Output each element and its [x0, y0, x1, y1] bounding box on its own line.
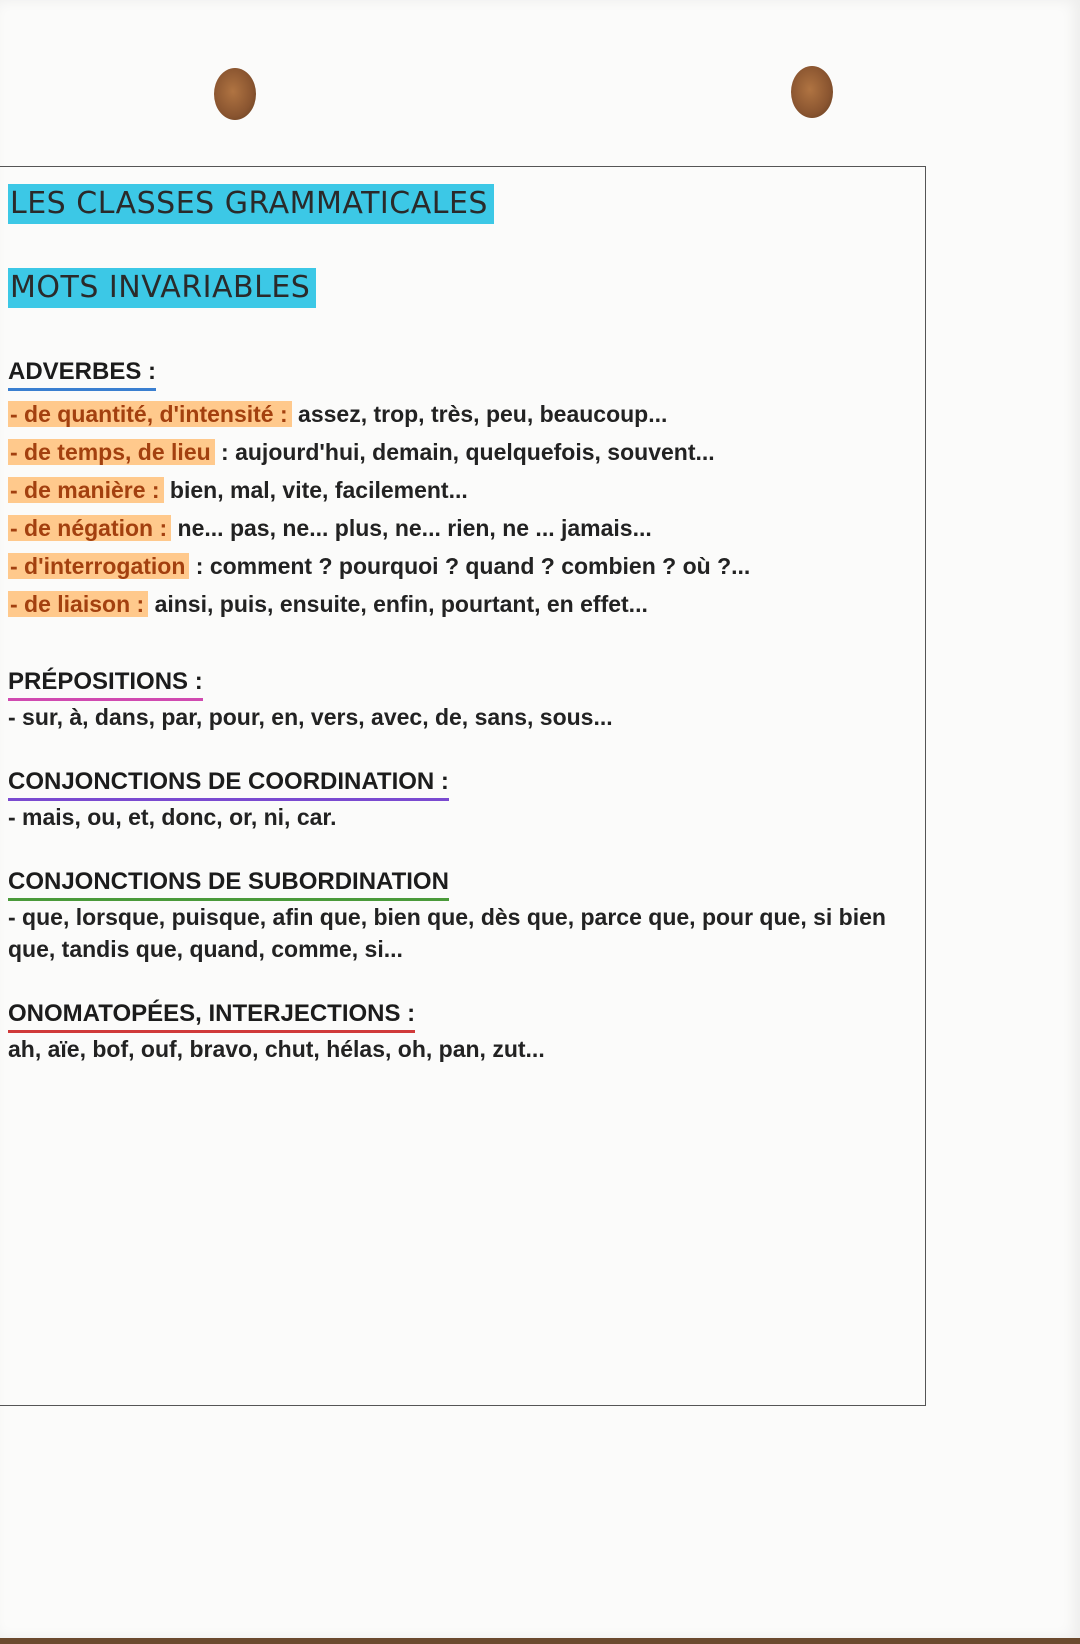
section-coordination: [8, 768, 449, 833]
adverbe-examples: : aujourd'hui, demain, quelquefois, souvent...: [214, 439, 715, 465]
adverbe-examples: : comment ? pourquoi ? quand ? combien ? où ?...: [189, 553, 751, 579]
section-adverbes: [8, 358, 750, 623]
adverbe-examples: assez, trop, très, peu, beaucoup...: [291, 401, 668, 427]
punch-hole-right: [791, 66, 833, 118]
heading-adverbes: ADVERBES :: [8, 358, 156, 391]
adverbe-item: [8, 433, 750, 471]
adverbe-examples: bien, mal, vite, facilement...: [163, 477, 468, 503]
adverbe-item: [8, 395, 750, 433]
page-title: LES CLASSES GRAMMATICALES: [8, 184, 494, 224]
heading-subordination: CONJONCTIONS DE SUBORDINATION: [8, 868, 449, 901]
adverbe-item: [8, 471, 750, 509]
subordination-list: - que, lorsque, puisque, afin que, bien que, dès que, parce que, pour que, si bien que, tandis que, quand, comme, si...: [8, 904, 886, 962]
onomatopees-list: ah, aïe, bof, ouf, bravo, chut, hélas, oh, pan, zut...: [8, 1036, 545, 1062]
punch-hole-left: [214, 68, 256, 120]
adverbe-item: [8, 547, 750, 585]
adverbe-label: - de liaison :: [8, 591, 148, 617]
heading-onomatopees: ONOMATOPÉES, INTERJECTIONS :: [8, 1000, 415, 1033]
heading-prepositions: PRÉPOSITIONS :: [8, 668, 203, 701]
adverbe-label: - de quantité, d'intensité :: [8, 401, 292, 427]
adverbe-item: [8, 509, 750, 547]
section-prepositions: [8, 668, 613, 733]
adverbe-label: - de temps, de lieu: [8, 439, 215, 465]
section-onomatopees: [8, 1000, 545, 1065]
adverbe-label: - de négation :: [8, 515, 171, 541]
adverbe-examples: ne... pas, ne... plus, ne... rien, ne ... jamais...: [171, 515, 652, 541]
adverbe-item: [8, 585, 750, 623]
section-subordination: [8, 868, 918, 965]
page-subtitle: MOTS INVARIABLES: [8, 268, 316, 308]
heading-coordination: CONJONCTIONS DE COORDINATION :: [8, 768, 449, 801]
coordination-list: - mais, ou, et, donc, or, ni, car.: [8, 804, 337, 830]
prepositions-list: - sur, à, dans, par, pour, en, vers, avec, de, sans, sous...: [8, 704, 613, 730]
adverbes-list: [8, 395, 750, 623]
adverbe-examples: ainsi, puis, ensuite, enfin, pourtant, en effet...: [148, 591, 648, 617]
adverbe-label: - d'interrogation: [8, 553, 189, 579]
adverbe-label: - de manière :: [8, 477, 164, 503]
